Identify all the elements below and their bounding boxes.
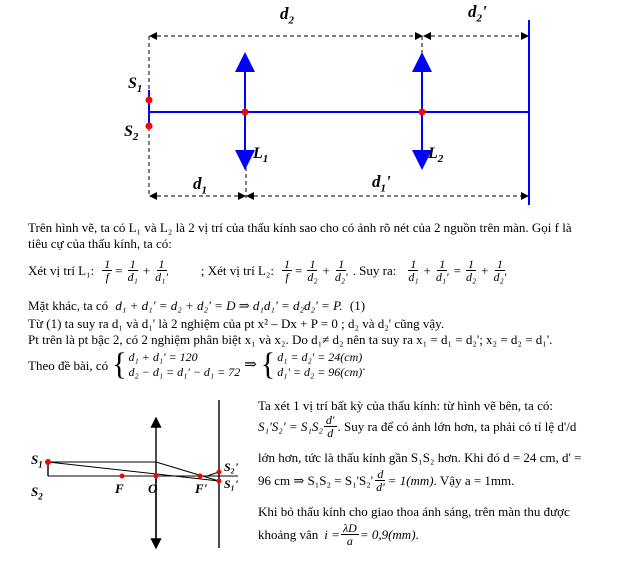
text-pt: Pt trên là pt bậc 2, có 2 nghiệm phân biệt x₁ và x₂. Do d₁≠ d₂ nên ta suy ra x₁ = d₁ = d₂'; x₂ = d₂ = d₁'. — [28, 332, 553, 347]
eq-lens-formulas: Xét vị trí L₁: $\frac{1}{f}$ = $\frac{1}{\text{d₁}}$ + $\frac{1}{\text{d₁'}}$ ; Xét vị trí L₂: $\frac{1}{f}$ = $\frac{1}{\text{d₂}}$ + $\frac{1}{\text{d₂'}}$ . Suy ra: $\frac{1}{\text{d₁}}$ + $\frac{1}{\text{d₁'}}$ = $\frac{1}{\text{d₂}}$ + $\frac{1}{\text{d₂'}}$ — [28, 257, 507, 284]
eq-system: Theo đề bài, có { d₁ + d₁' = 120 d₂ − d₁ = d₁' − d₁ = 72 ⇒ { d₁ = d₂' = 24(cm) d₁' = d₂ = 96(cm) . — [28, 347, 366, 382]
eq-magnification: S₁'S₂' = S₁S₂ $\frac{d'}{d}$ . Suy ra để có ảnh lớn hơn, ta phải có tỉ lệ d'/d — [258, 413, 577, 440]
eq-fringe: khoảng vân i = $\frac{\lambda D}{a}$ = 0,9(mm) . — [258, 521, 419, 548]
label-d1p: $d_1'$ — [372, 172, 391, 195]
bf-label-s2p: S₂' — [224, 460, 239, 474]
xet1: Xét vị trí L₁: — [28, 263, 95, 278]
text-khi-do: Khi bỏ thấu kính cho giao thoa ánh sáng, trên màn thu được — [258, 504, 570, 519]
point-l2-center — [419, 109, 426, 116]
text-ta-xet: Ta xét 1 vị trí bất kỳ của thấu kính: từ hình vẽ bên, ta có: — [258, 398, 553, 413]
xet2: ; Xét vị trí L₂: — [200, 263, 275, 278]
suy-ra: . Suy ra: — [352, 263, 397, 278]
bf-label-s1: $S_1$ — [31, 452, 43, 470]
bf-point-f — [120, 474, 125, 479]
bf-point-s2p — [217, 470, 222, 475]
eq-s1s2: 96 cm ⇒ S₁S₂ = S₁'S₂' $\frac{d}{d'}$ = 1(mm) . Vậy a = 1mm. — [258, 467, 515, 494]
label-d2p: $d_2'$ — [468, 2, 487, 25]
label-s1: $S_1$ — [128, 75, 143, 96]
text-line-2: tiêu cự của thấu kính, ta có: — [28, 236, 172, 251]
bf-label-s2: $S_2$ — [31, 484, 43, 502]
text-mat-khac: Mặt khác, ta có d₁ + d₁' = d₂ + d₂' = D ⇒ d₁d₁' = d₂d₂' = P. (1) — [28, 298, 366, 313]
text-tu-1: Từ (1) ta suy ra d₁ và d₁' là 2 nghiệm của pt x² – Dx + P = 0 ; d₂ và d₂' cũng vậy. — [28, 316, 445, 331]
point-s1 — [146, 97, 153, 104]
bf-label-o: O — [148, 481, 158, 496]
label-s2: $S_2$ — [124, 123, 139, 144]
point-l1-center — [242, 109, 249, 116]
label-d1: $d_1$ — [193, 174, 207, 197]
bf-label-fp: F' — [195, 481, 208, 496]
bf-point-fp — [198, 474, 203, 479]
text-lon-hon: lớn hơn, tức là thấu kính gần S₁S₂ hơn. Khi đó d = 24 cm, d' = — [258, 450, 582, 465]
bf-ray-2 — [156, 462, 219, 481]
bf-point-o — [154, 474, 159, 479]
label-l1: $L_1$ — [253, 145, 269, 166]
bf-label-f: F — [115, 481, 124, 496]
point-s2 — [146, 123, 153, 130]
bf-label-s1p: S₁' — [224, 477, 239, 491]
text-line-1: Trên hình vẽ, ta có L₁ và L₂ là 2 vị trí của thấu kính sao cho có ảnh rõ nét của 2 nguồn trên màn. Gọi f là — [28, 220, 572, 235]
label-d2: $d_2$ — [280, 4, 294, 27]
bf-point-s1 — [45, 459, 51, 465]
label-l2: $L_2$ — [428, 145, 444, 166]
bf-point-s1p — [217, 479, 222, 484]
bf-ray-3 — [48, 462, 219, 481]
